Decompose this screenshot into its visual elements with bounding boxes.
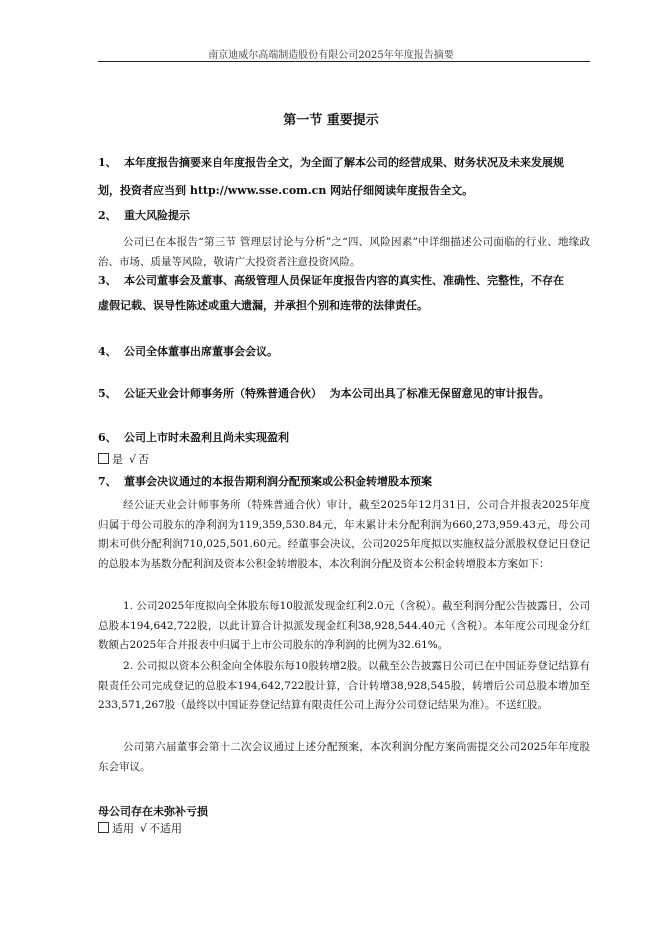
item-2-body: 公司已在本报告“第三节 管理层讨论与分析”之“四、风险因素”中详细描述公司面临的行业、地缘政治、市场、质量等风险，敬请广大投资者注意投资风险。 xyxy=(98,236,590,268)
item-number: 3、 xyxy=(98,274,117,287)
item-text: 公司全体董事出席董事会会议。 xyxy=(124,345,278,358)
item-number: 1、 xyxy=(98,156,117,169)
header-rule xyxy=(98,61,590,62)
item-7-heading xyxy=(98,471,590,493)
check-mark-icon: √ xyxy=(129,453,137,466)
check-mark-icon: √ xyxy=(140,822,148,835)
item-number: 2、 xyxy=(98,209,117,222)
uncovered-loss-options xyxy=(98,818,590,840)
item-text: 公证天业会计师事务所（特殊普通合伙） 为本公司出具了标准无保留意见的审计报告。 xyxy=(124,387,550,400)
running-header: 南京迪威尔高端制造股份有限公司2025年年度报告摘要 xyxy=(208,50,454,61)
item-title: 董事会决议通过的本报告期利润分配预案或公积金转增股本预案 xyxy=(124,475,432,488)
item-6-heading xyxy=(98,427,590,449)
checkbox-applicable xyxy=(98,822,109,833)
item-text: 本年度报告摘要来自年度报告全文，为全面了解本公司的经营成果、财务状况及未来发展规 xyxy=(124,156,564,169)
item-7-paragraph-2: 1. 公司2025年度拟向全体股东每10股派发现金红利2.0元（含税）。截至利润分配公告披露日，公司总股本194,642,722股，以此计算合计拟派发现金红利38,928,544.40元（含税）。本年度公司现金分红数额占2025年合并报表中归属于上市公司股东的净利润的比例为32.61%。 xyxy=(98,600,590,651)
item-5 xyxy=(98,383,590,405)
item-text: 本公司董事会及董事、高级管理人员保证年度报告内容的真实性、准确性、完整性，不存在 xyxy=(124,274,564,287)
option-not-applicable-label: 不适用 xyxy=(149,822,183,835)
item-4 xyxy=(98,341,590,363)
item-6-options xyxy=(98,449,590,471)
item-text-continued: 划，投资者应当到 http://www.sse.com.cn 网站仔细阅读年度报告全文。 xyxy=(98,184,474,197)
item-2-heading xyxy=(98,205,590,227)
item-title: 重大风险提示 xyxy=(124,209,190,222)
item-7-paragraph-3: 2. 公司拟以资本公积金向全体股东每10股转增2股。以截至公告披露日公司已在中国证券登记结算有限责任公司完成登记的总股本194,642,722股计算，合计转增38,928,545股，转增后公司总股本增加至233,571,267股（最终以中国证券登记结算有限责任公司上海分公司登记结果为准）。不送红股。 xyxy=(98,660,590,711)
item-number: 4、 xyxy=(98,345,117,358)
item-3 xyxy=(98,270,590,317)
option-yes-label: 是 xyxy=(112,453,123,466)
item-title: 公司上市时未盈利且尚未实现盈利 xyxy=(124,431,289,444)
item-number: 6、 xyxy=(98,431,117,444)
checkbox-yes xyxy=(98,453,109,464)
item-1 xyxy=(98,152,590,202)
item-7-paragraph-4: 公司第六届董事会第十二次会议通过上述分配预案，本次利润分配方案尚需提交公司2025年年度股东会审议。 xyxy=(98,741,590,773)
option-no-label: 否 xyxy=(138,453,150,466)
option-applicable-label: 适用 xyxy=(112,822,134,835)
item-number: 7、 xyxy=(98,475,117,488)
item-7-paragraph-1: 经公证天业会计师事务所（特殊普通合伙）审计，截至2025年12月31日，公司合并报表2025年度归属于母公司股东的净利润为119,359,530.84元，年末累计未分配利润为660,273,959.43元，母公司期末可供分配利润710,025,501.60元。经董事会决议，公司2025年度拟以实施权益分派股权登记日登记的总股本为基数分配利润及资本公积金转增股本，本次利润分配及资本公积金转增股本方案如下： xyxy=(98,499,590,570)
uncovered-loss-heading: 母公司存在未弥补亏损 xyxy=(98,805,208,818)
section-title: 第一节 重要提示 xyxy=(283,113,379,128)
item-text-continued: 虚假记载、误导性陈述或重大遗漏，并承担个别和连带的法律责任。 xyxy=(98,299,428,312)
item-number: 5、 xyxy=(98,387,117,400)
